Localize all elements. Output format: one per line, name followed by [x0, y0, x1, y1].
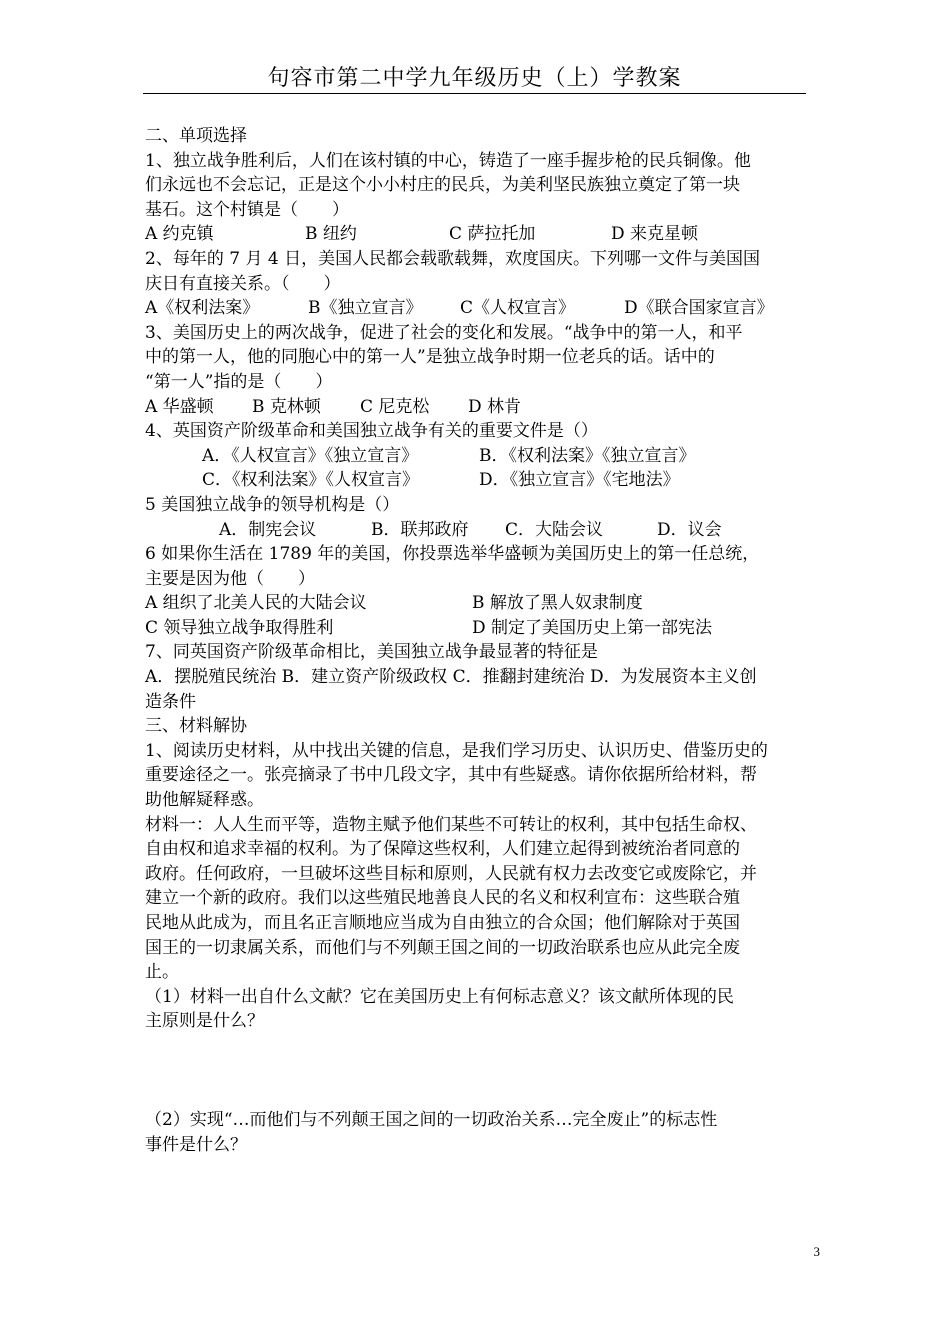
question-6-option-b: B 解放了黑人奴隶制度 — [472, 593, 643, 614]
material-one-line-4: 建立一个新的政府。我们以这些殖民地善良人民的名义和权利宣布：这些联合殖 — [145, 888, 740, 909]
question-1-stem-line-3: 基石。这个村镇是（ ） — [145, 199, 349, 220]
material-one-line-6: 国王的一切隶属关系，而他们与不列颠王国之间的一切政治联系也应从此完全废 — [145, 937, 740, 958]
question-6-option-a: A 组织了北美人民的大陆会议 — [145, 593, 367, 614]
question-5-option-a: A．制宪会议 — [219, 519, 317, 540]
question-4-stem: 4、英国资产阶级革命和美国独立战争有关的重要文件是（） — [145, 421, 598, 442]
question-5-option-c: C．大陆会议 — [505, 519, 604, 540]
material-one-line-7: 止。 — [145, 962, 179, 983]
question-2-options — [145, 296, 810, 321]
question-2-option-a: A《权利法案》 — [145, 298, 260, 319]
page-number: 3 — [813, 1244, 820, 1259]
sub-question-1-line-1: （1）材料一出自什么文献？它在美国历史上有何标志意义？该文献所体现的民 — [145, 986, 734, 1007]
question-2-option-d: D《联合国家宣言》 — [624, 298, 774, 319]
question-1-options — [145, 222, 810, 247]
question-7-options-line-2: 造条件 — [145, 691, 196, 712]
question-4-options-row-2 — [145, 468, 810, 493]
question-6-stem-line-2: 主要是因为他（ ） — [145, 568, 315, 589]
question-4-option-d: D．《独立宣言》《宅地法》 — [479, 470, 680, 491]
material-one-line-5: 民地从此成为，而且名正言顺地应当成为自由独立的合众国；他们解除对于英国 — [145, 913, 740, 933]
question-6-option-c: C 领导独立战争取得胜利 — [145, 617, 334, 638]
material-one-line-1: 材料一：人人生而平等，造物主赋予他们某些不可转让的权利，其中包括生命权、 — [145, 814, 757, 835]
question-7-stem: 7、同英国资产阶级革命相比，美国独立战争最显著的特征是 — [145, 642, 598, 663]
question-6-options-row-1 — [145, 591, 810, 616]
question-1-option-a: A 约克镇 — [145, 224, 214, 245]
question-3-option-b: B 克林顿 — [252, 396, 321, 417]
question-4-option-a: A．《人权宣言》《独立宣言》 — [202, 445, 419, 466]
material-one-line-2: 自由权和追求幸福的权利。为了保障这些权利，人们建立起得到被统治者同意的 — [145, 839, 740, 860]
header-rule — [143, 93, 806, 94]
question-2-stem-line-2: 庆日有直接关系。（ ） — [145, 273, 341, 294]
question-5-options — [145, 518, 810, 543]
sub-question-1-line-2: 主原则是什么？ — [145, 1011, 264, 1032]
answer-space-1 — [145, 1034, 810, 1108]
question-4-option-c: C．《权利法案》《人权宣言》 — [202, 470, 420, 491]
question-6-option-d: D 制定了美国历史上第一部宪法 — [472, 617, 713, 638]
question-3-option-d: D 林肯 — [468, 396, 522, 417]
material-intro-line-2: 重要途径之一。张亮摘录了书中几段文字，其中有些疑惑。请你依据所给材料，帮 — [145, 765, 757, 786]
question-7-options-line-1: A．摆脱殖民统治 B．建立资产阶级政权 C．推翻封建统治 D．为发展资本主义创 — [145, 667, 757, 688]
section-heading-material-analysis: 三、材料解协 — [145, 716, 247, 737]
question-2-option-b: B《独立宣言》 — [308, 298, 423, 319]
material-intro-line-3: 助他解疑释惑。 — [145, 790, 264, 811]
material-intro-line-1: 1、阅读历史材料，从中找出关键的信息，是我们学习历史、认识历史、借鉴历史的 — [145, 740, 768, 761]
question-5-option-b: B．联邦政府 — [371, 519, 469, 540]
document-body — [145, 124, 810, 1157]
question-4-option-b: B．《权利法案》《独立宣言》 — [479, 445, 696, 466]
question-3-stem-line-1: 3、美国历史上的两次战争，促进了社会的变化和发展。“战争中的第一人，和平 — [145, 322, 743, 343]
question-2-stem-line-1: 2、每年的 7 月 4 日，美国人民都会载歌载舞，欢度国庆。下列哪一文件与美国国 — [145, 248, 761, 269]
page-header-title: 句容市第二中学九年级历史（上）学教案 — [267, 66, 682, 91]
question-1-option-b: B 纽约 — [305, 224, 357, 245]
question-3-stem-line-3: “第一人”指的是（ ） — [145, 371, 333, 392]
section-heading-single-choice: 二、单项选择 — [145, 126, 247, 146]
material-one-line-3: 政府。任何政府，一旦破坏这些目标和原则，人民就有权力去改变它或废除它，并 — [145, 863, 757, 884]
question-3-options — [145, 395, 810, 420]
sub-question-2-line-2: 事件是什么？ — [145, 1134, 247, 1155]
question-3-option-a: A 华盛顿 — [145, 396, 214, 417]
question-6-stem-line-1: 6 如果你生活在 1789 年的美国，你投票选举华盛顿为美国历史上的第一任总统， — [145, 544, 760, 565]
sub-question-2-line-1: （2）实现“…而他们与不列颠王国之间的一切政治关系…完全废止”的标志性 — [145, 1109, 718, 1130]
question-1-stem-line-1: 1、独立战争胜利后，人们在该村镇的中心，铸造了一座手握步枪的民兵铜像。他 — [145, 150, 751, 171]
question-2-option-c: C《人权宣言》 — [460, 298, 576, 319]
question-5-stem: 5 美国独立战争的领导机构是（） — [145, 494, 400, 515]
question-5-option-d: D．议会 — [657, 519, 722, 540]
question-1-stem-line-2: 们永远也不会忘记，正是这个小小村庄的民兵，为美利坚民族独立奠定了第一块 — [145, 175, 740, 196]
question-3-option-c: C 尼克松 — [360, 396, 430, 417]
question-6-options-row-2 — [145, 616, 810, 641]
question-1-option-c: C 萨拉托加 — [449, 224, 536, 245]
question-3-stem-line-2: 中的第一人，他的同胞心中的第一人”是独立战争时期一位老兵的话。话中的 — [145, 347, 715, 368]
question-1-option-d: D 来克星顿 — [611, 224, 699, 245]
question-4-options-row-1 — [145, 444, 810, 469]
